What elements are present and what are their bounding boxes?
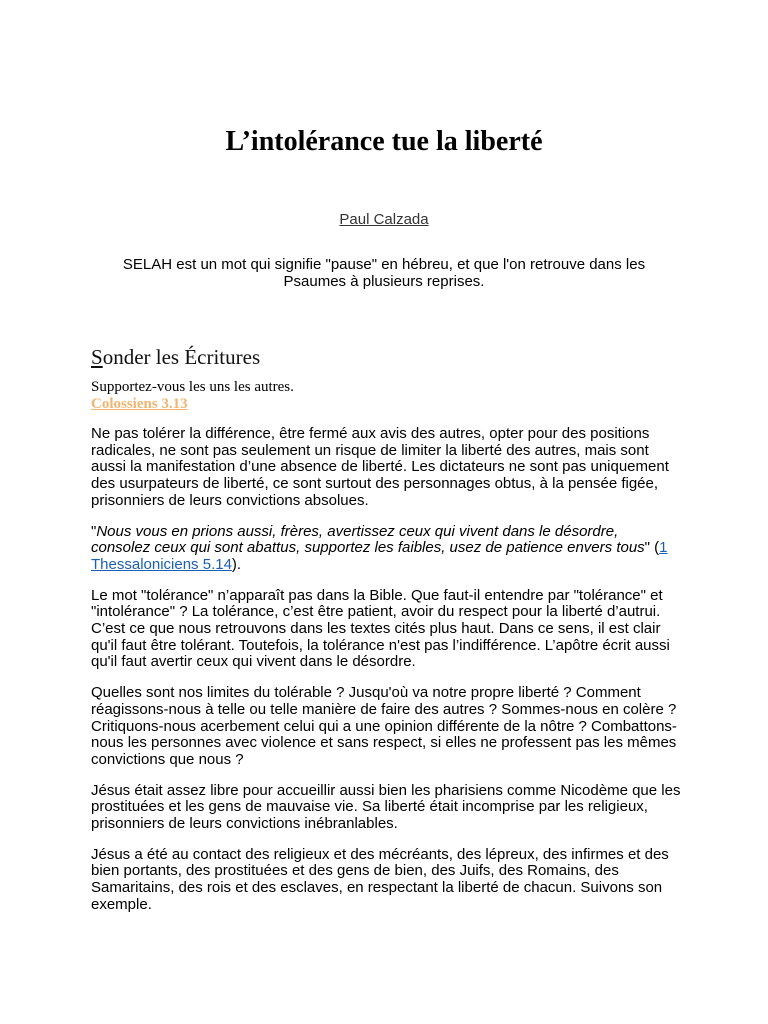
author-byline <box>0 211 768 229</box>
quote-close-mark: " ( <box>644 539 660 557</box>
quote-reference-link[interactable]: 1 Thessaloniciens 5.14 <box>91 539 668 573</box>
paragraph: Quelles sont nos limites du tolérable ? Jusqu'où va notre propre liberté ? Comment réagissons-nous à telle ou telle manière de faire des autres ? Sommes-nous en colère ? Critiquons-nous acerbement celui qui a une opinion différente de la nôtre ? Combattons-nous les personnes avec violence et sans respect, si elles ne professent pas les mêmes convictions que nous ? <box>91 684 677 768</box>
quote-text: Nous vous en prions aussi, frères, avertissez ceux qui vivent dans le désordre, consolez ceux qui sont abattus, supportez les faibles, usez de patience envers tous <box>91 522 645 557</box>
quote-open-mark: " <box>91 522 97 540</box>
section-heading-initial: S <box>91 345 103 369</box>
paragraph: Le mot "tolérance" n’apparaît pas dans la Bible. Que faut-il entendre par "tolérance" et "intolérance" ? La tolérance, c’est être patient, avoir du respect pour la liberté d’autrui. C’est ce que nous retrouvons dans les textes cités plus haut. Dans ce sens, il est clair qu'il faut être tolérant. Toutefois, la tolérance n'est pas l’indifférence. L’apôtre écrit aussi qu'il faut avertir ceux qui vivent dans le désordre. <box>91 586 670 671</box>
verse-block <box>91 379 691 413</box>
intro-text: SELAH est un mot qui signifie "pause" en hébreu, et que l'on retrouve dans les Psaumes à plusieurs reprises. <box>122 256 646 290</box>
paragraph: Jésus était assez libre pour accueillir aussi bien les pharisiens comme Nicodème que les prostituées et les gens de mauvaise vie. Sa liberté était incomprise par les religieux, prisonniers de leurs convictions inébranlables. <box>91 781 681 833</box>
paragraph: Ne pas tolérer la différence, être fermé aux avis des autres, opter pour des positions radicales, ne sont pas seulement un risque de limiter la liberté des autres, mais sont aussi la manifestation d’une absence de liberté. Les dictateurs ne sont pas uniquement des usurpateurs de liberté, ce sont surtout des personnages obtus, à la pensée figée, prisonniers de leurs convictions absolues. <box>91 425 669 509</box>
author-link[interactable]: Paul Calzada <box>339 211 429 228</box>
article-body <box>91 426 681 928</box>
verse-text: Supportez-vous les uns les autres. <box>91 379 294 395</box>
quote-paragraph <box>91 524 681 574</box>
verse-reference-link[interactable]: Colossiens 3.13 <box>91 396 188 412</box>
quote-end: ). <box>231 555 242 573</box>
section-heading <box>91 344 260 370</box>
page-title: L’intolérance tue la liberté <box>225 126 543 157</box>
paragraph: Jésus a été au contact des religieux et des mécréants, des lépreux, des infirmes et des bien portants, des prostituées et des gens de bien, des Juifs, des Romains, des Samaritains, des rois et des esclaves, en respectant la liberté de chacun. Suivons son exemple. <box>91 845 669 913</box>
section-heading-rest: onder les Écritures <box>102 345 261 369</box>
